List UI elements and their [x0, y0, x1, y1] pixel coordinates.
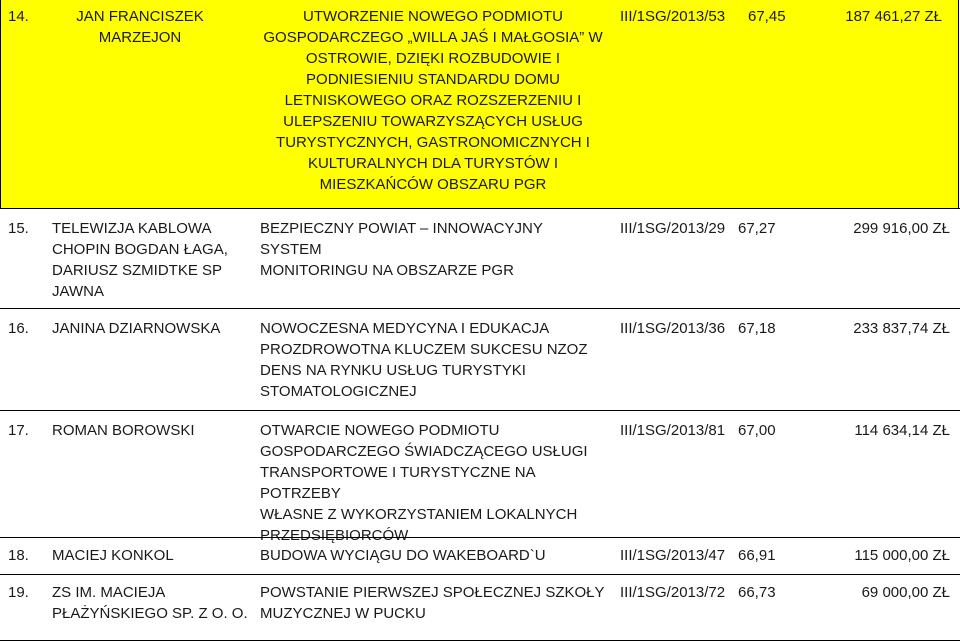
project-title: BEZPIECZNY POWIAT – INNOWACYJNY SYSTEM MONITORINGU NA OBSZARZE PGR	[260, 220, 543, 279]
row-divider	[0, 574, 960, 575]
project-title: OTWARCIE NOWEGO PODMIOTU GOSPODARCZEGO ŚWIADCZĄCEGO USŁUGI TRANSPORTOWE I TURYSTYCZNE NA POTRZEBY WŁASNE Z WYKORZYSTANIEM LOKALNYCH PRZEDSIĘBIORCÓW	[260, 422, 588, 544]
row-number: 17.	[8, 422, 29, 439]
score: 67,27	[738, 220, 776, 237]
row-number: 15.	[8, 220, 29, 237]
amount: 187 461,27 ZŁ	[845, 8, 942, 25]
row-divider	[0, 410, 960, 411]
project-title: UTWORZENIE NOWEGO PODMIOTU GOSPODARCZEGO „WILLA JAŚ I MAŁGOSIA” W OSTROWIE, DZIĘKI ROZBUDOWIE I PODNIESIENIU STANDARDU DOMU LETNISKOWEGO ORAZ ROZSZERZENIU I ULEPSZENIU TOWARZYSZĄCYCH USŁUG TURYSTYCZNYCH, GASTRONOMICZNYCH I KULTURALNYCH DLA TURYSTÓW I MIESZKAŃCÓW OBSZARU PGR	[263, 8, 603, 193]
row-number: 19.	[8, 584, 29, 601]
score: 66,73	[738, 584, 776, 601]
application-code: III/1SG/2013/36	[620, 320, 726, 337]
row-divider	[0, 640, 960, 641]
applicant-name: JANINA DZIARNOWSKA	[52, 320, 221, 337]
row-number: 14.	[8, 8, 29, 25]
amount: 233 837,74 ZŁ	[853, 320, 950, 337]
score: 67,45	[748, 8, 786, 25]
application-code: III/1SG/2013/81	[620, 422, 726, 439]
application-code: III/1SG/2013/72	[620, 584, 726, 601]
row-number: 18.	[8, 547, 29, 564]
application-code: III/1SG/2013/29	[620, 220, 726, 237]
application-code: III/1SG/2013/53	[620, 8, 726, 25]
amount: 69 000,00 ZŁ	[861, 584, 950, 601]
amount: 114 634,14 ZŁ	[854, 422, 950, 439]
row-number: 16.	[8, 320, 29, 337]
row-divider	[0, 537, 960, 538]
project-title: BUDOWA WYCIĄGU DO WAKEBOARD`U	[260, 547, 546, 564]
score: 66,91	[738, 547, 776, 564]
applicant-name: ROMAN BOROWSKI	[52, 422, 195, 439]
project-title: POWSTANIE PIERWSZEJ SPOŁECZNEJ SZKOŁY MUZYCZNEJ W PUCKU	[260, 584, 605, 622]
amount: 299 916,00 ZŁ	[853, 220, 950, 237]
applicant-name: JAN FRANCISZEK MARZEJON	[76, 8, 204, 46]
applicant-name: TELEWIZJA KABLOWA CHOPIN BOGDAN ŁAGA, DARIUSZ SZMIDTKE SP JAWNA	[52, 220, 228, 300]
applicant-name: MACIEJ KONKOL	[52, 547, 174, 564]
amount: 115 000,00 ZŁ	[854, 547, 950, 564]
applicant-name: ZS IM. MACIEJA PŁAŻYŃSKIEGO SP. Z O. O.	[52, 584, 248, 622]
project-title: NOWOCZESNA MEDYCYNA I EDUKACJA PROZDROWOTNA KLUCZEM SUKCESU NZOZ DENS NA RYNKU USŁUG TURYSTYKI STOMATOLOGICZNEJ	[260, 320, 588, 400]
score: 67,18	[738, 320, 776, 337]
row-divider	[0, 208, 960, 209]
column-divider	[0, 0, 1, 208]
row-divider	[0, 308, 960, 309]
score: 67,00	[738, 422, 776, 439]
application-code: III/1SG/2013/47	[620, 547, 726, 564]
column-divider	[958, 0, 959, 208]
